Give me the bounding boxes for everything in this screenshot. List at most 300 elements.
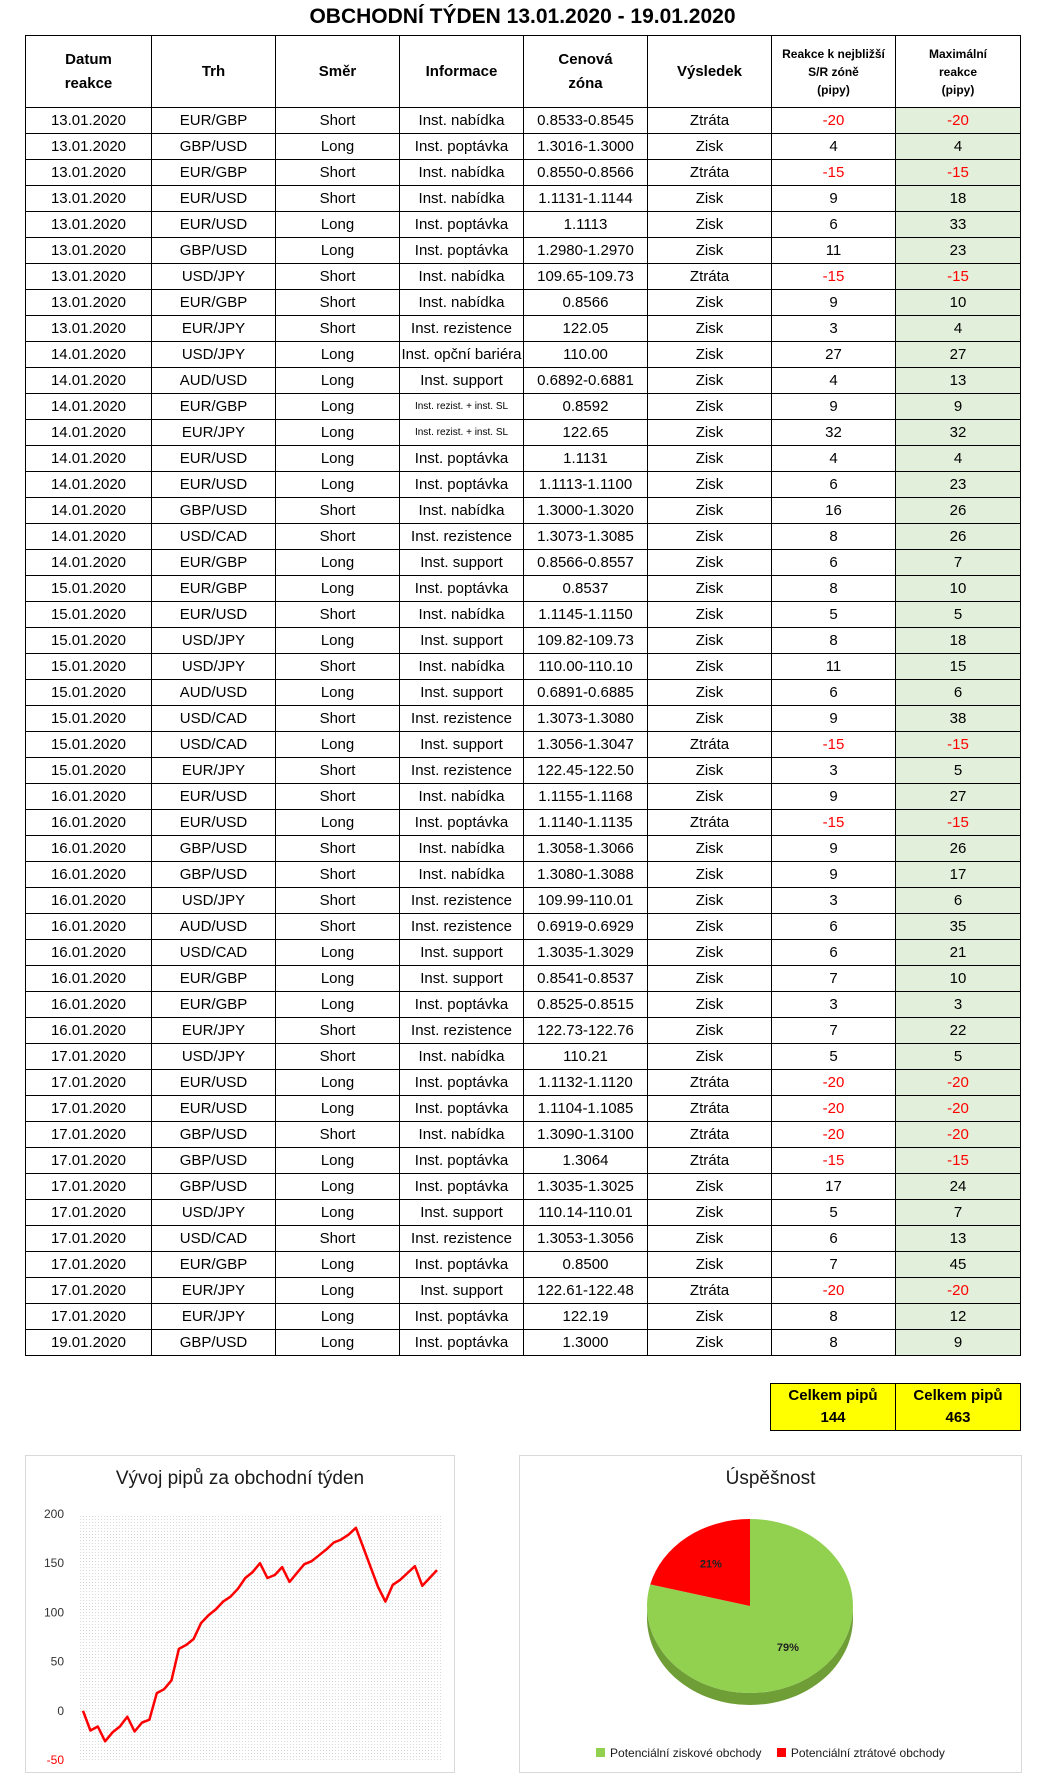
cell-max: 33 [896, 212, 1021, 238]
cell-vysledek: Zisk [648, 836, 772, 862]
cell-smer: Long [276, 940, 400, 966]
cell-informace: Inst. rezistence [400, 524, 524, 550]
cell-max: 5 [896, 1044, 1021, 1070]
cell-zona: 122.05 [524, 316, 648, 342]
cell-vysledek: Zisk [648, 576, 772, 602]
cell-vysledek: Zisk [648, 1226, 772, 1252]
cell-max: 12 [896, 1304, 1021, 1330]
cell-zona: 0.8525-0.8515 [524, 992, 648, 1018]
cell-reakce: 7 [772, 1018, 896, 1044]
header-smer: Směr [276, 36, 400, 108]
cell-max: -20 [896, 1096, 1021, 1122]
cell-smer: Long [276, 1148, 400, 1174]
table-row [26, 186, 1021, 212]
cell-max: -15 [896, 160, 1021, 186]
cell-vysledek: Zisk [648, 706, 772, 732]
cell-informace: Inst. support [400, 680, 524, 706]
cell-vysledek: Zisk [648, 212, 772, 238]
pie-chart-title: Úspěšnost [725, 1468, 816, 1489]
cell-trh: EUR/JPY [152, 1278, 276, 1304]
cell-max: 3 [896, 992, 1021, 1018]
cell-smer: Long [276, 810, 400, 836]
cell-reakce: -15 [772, 732, 896, 758]
cell-zona: 1.3035-1.3029 [524, 940, 648, 966]
cell-vysledek: Ztráta [648, 264, 772, 290]
cell-zona: 0.8550-0.8566 [524, 160, 648, 186]
line-chart-panel [25, 1455, 455, 1773]
cell-vysledek: Zisk [648, 394, 772, 420]
cell-datum: 13.01.2020 [26, 186, 152, 212]
cell-zona: 0.8592 [524, 394, 648, 420]
table-row [26, 1304, 1021, 1330]
cell-reakce: 3 [772, 758, 896, 784]
cell-reakce: 8 [772, 1330, 896, 1356]
header-max-line1: Maximální [928, 46, 988, 61]
cell-vysledek: Zisk [648, 524, 772, 550]
cell-informace: Inst. nabídka [400, 862, 524, 888]
cell-max: -15 [896, 264, 1021, 290]
cell-smer: Short [276, 602, 400, 628]
cell-vysledek: Zisk [648, 914, 772, 940]
cell-datum: 14.01.2020 [26, 394, 152, 420]
cell-reakce: 27 [772, 342, 896, 368]
table-row [26, 1252, 1021, 1278]
cell-datum: 17.01.2020 [26, 1044, 152, 1070]
cell-zona: 0.6919-0.6929 [524, 914, 648, 940]
cell-smer: Short [276, 654, 400, 680]
cell-smer: Short [276, 888, 400, 914]
cell-max: 7 [896, 550, 1021, 576]
table-row [26, 758, 1021, 784]
cell-reakce: -20 [772, 1122, 896, 1148]
table-row [26, 706, 1021, 732]
cell-smer: Short [276, 524, 400, 550]
cell-datum: 16.01.2020 [26, 966, 152, 992]
cell-datum: 17.01.2020 [26, 1304, 152, 1330]
table-row [26, 1226, 1021, 1252]
y-tick-label: 100 [43, 1605, 64, 1620]
table-row [26, 316, 1021, 342]
cell-informace: Inst. nabídka [400, 264, 524, 290]
cell-trh: EUR/USD [152, 1096, 276, 1122]
table-row [26, 654, 1021, 680]
cell-datum: 15.01.2020 [26, 680, 152, 706]
cell-vysledek: Zisk [648, 446, 772, 472]
cell-max: 9 [896, 394, 1021, 420]
cell-zona: 110.00 [524, 342, 648, 368]
cell-informace: Inst. nabídka [400, 498, 524, 524]
cell-reakce: 8 [772, 1304, 896, 1330]
line-chart [26, 1456, 454, 1772]
cell-vysledek: Ztráta [648, 732, 772, 758]
cell-datum: 15.01.2020 [26, 758, 152, 784]
header-datum [26, 36, 152, 108]
cell-smer: Short [276, 706, 400, 732]
cell-smer: Long [276, 1096, 400, 1122]
cell-trh: GBP/USD [152, 836, 276, 862]
cell-informace: Inst. nabídka [400, 784, 524, 810]
cell-vysledek: Zisk [648, 1252, 772, 1278]
cell-trh: GBP/USD [152, 1174, 276, 1200]
table-row [26, 290, 1021, 316]
cell-smer: Long [276, 420, 400, 446]
cell-zona: 0.6891-0.6885 [524, 680, 648, 706]
y-tick-label: 0 [57, 1703, 64, 1718]
cell-max: 4 [896, 316, 1021, 342]
cell-trh: AUD/USD [152, 680, 276, 706]
cell-smer: Short [276, 1122, 400, 1148]
cell-trh: EUR/JPY [152, 1304, 276, 1330]
cell-smer: Short [276, 836, 400, 862]
cell-vysledek: Zisk [648, 680, 772, 706]
cell-trh: EUR/USD [152, 1070, 276, 1096]
header-zona [524, 36, 648, 108]
cell-vysledek: Zisk [648, 602, 772, 628]
header-zona-line1: Cenová [558, 50, 613, 68]
cell-reakce: 6 [772, 940, 896, 966]
cell-max: 32 [896, 420, 1021, 446]
cell-datum: 15.01.2020 [26, 654, 152, 680]
cell-max: 26 [896, 836, 1021, 862]
cell-informace: Inst. support [400, 1278, 524, 1304]
cell-max: -15 [896, 1148, 1021, 1174]
cell-zona: 0.8566 [524, 290, 648, 316]
cell-informace: Inst. rezistence [400, 914, 524, 940]
cell-trh: EUR/JPY [152, 420, 276, 446]
cell-max: -20 [896, 1278, 1021, 1304]
cell-informace: Inst. poptávka [400, 1330, 524, 1356]
cell-informace: Inst. poptávka [400, 576, 524, 602]
legend-item-win [596, 1746, 761, 1760]
cell-vysledek: Ztráta [648, 810, 772, 836]
cell-trh: USD/JPY [152, 1200, 276, 1226]
cell-max: 10 [896, 290, 1021, 316]
cell-max: 26 [896, 524, 1021, 550]
cell-vysledek: Zisk [648, 940, 772, 966]
cell-reakce: -20 [772, 108, 896, 134]
cell-smer: Short [276, 1044, 400, 1070]
cell-trh: EUR/GBP [152, 1252, 276, 1278]
cell-zona: 1.2980-1.2970 [524, 238, 648, 264]
cell-vysledek: Zisk [648, 1174, 772, 1200]
cell-datum: 16.01.2020 [26, 862, 152, 888]
cell-informace: Inst. nabídka [400, 1122, 524, 1148]
cell-trh: EUR/USD [152, 212, 276, 238]
cell-datum: 14.01.2020 [26, 498, 152, 524]
table-row [26, 342, 1021, 368]
cell-reakce: 8 [772, 628, 896, 654]
cell-smer: Long [276, 1330, 400, 1356]
cell-informace: Inst. poptávka [400, 810, 524, 836]
cell-smer: Long [276, 1278, 400, 1304]
cell-informace: Inst. nabídka [400, 160, 524, 186]
plot-area-background [78, 1514, 442, 1760]
cell-vysledek: Zisk [648, 1018, 772, 1044]
table-row [26, 1044, 1021, 1070]
pie-chart-panel [519, 1455, 1022, 1773]
table-row [26, 394, 1021, 420]
cell-informace: Inst. poptávka [400, 472, 524, 498]
cell-max: 22 [896, 1018, 1021, 1044]
table-row [26, 238, 1021, 264]
header-datum-line2: reakce [64, 74, 113, 92]
cell-informace: Inst. support [400, 368, 524, 394]
y-tick-label: 150 [43, 1556, 64, 1571]
table-row [26, 810, 1021, 836]
cell-informace: Inst. poptávka [400, 446, 524, 472]
header-datum-line1: Datum [65, 50, 112, 68]
header-informace: Informace [400, 36, 524, 108]
cell-zona: 1.3073-1.3085 [524, 524, 648, 550]
cell-max: 27 [896, 784, 1021, 810]
cell-informace: Inst. opční bariéra [400, 342, 524, 368]
cell-smer: Short [276, 498, 400, 524]
table-row [26, 420, 1021, 446]
cell-trh: EUR/USD [152, 602, 276, 628]
table-row [26, 524, 1021, 550]
cell-smer: Long [276, 680, 400, 706]
cell-informace: Inst. poptávka [400, 1174, 524, 1200]
cell-datum: 17.01.2020 [26, 1070, 152, 1096]
cell-informace: Inst. rezistence [400, 706, 524, 732]
cell-trh: GBP/USD [152, 498, 276, 524]
cell-datum: 17.01.2020 [26, 1252, 152, 1278]
cell-datum: 15.01.2020 [26, 706, 152, 732]
cell-datum: 17.01.2020 [26, 1174, 152, 1200]
cell-datum: 13.01.2020 [26, 264, 152, 290]
header-max-line2: reakce [938, 64, 978, 79]
cell-datum: 15.01.2020 [26, 576, 152, 602]
cell-informace: Inst. poptávka [400, 1096, 524, 1122]
cell-max: -15 [896, 732, 1021, 758]
cell-max: 23 [896, 238, 1021, 264]
cell-zona: 0.8500 [524, 1252, 648, 1278]
cell-zona: 0.8541-0.8537 [524, 966, 648, 992]
cell-datum: 16.01.2020 [26, 992, 152, 1018]
cell-informace: Inst. nabídka [400, 1044, 524, 1070]
cell-max: -20 [896, 1122, 1021, 1148]
table-row [26, 368, 1021, 394]
table-row [26, 576, 1021, 602]
cell-reakce: 5 [772, 1044, 896, 1070]
cell-datum: 17.01.2020 [26, 1122, 152, 1148]
table-row [26, 680, 1021, 706]
cell-vysledek: Zisk [648, 238, 772, 264]
cell-reakce: 11 [772, 238, 896, 264]
cell-smer: Long [276, 1070, 400, 1096]
table-row [26, 914, 1021, 940]
legend-item-loss [777, 1746, 945, 1760]
table-header-row [26, 36, 1021, 108]
cell-reakce: -20 [772, 1070, 896, 1096]
y-tick-label: 200 [43, 1507, 64, 1521]
table-row [26, 550, 1021, 576]
cell-reakce: -15 [772, 160, 896, 186]
cell-reakce: 9 [772, 186, 896, 212]
cell-informace: Inst. support [400, 940, 524, 966]
y-tick-label: 50 [50, 1654, 64, 1669]
cell-datum: 17.01.2020 [26, 1278, 152, 1304]
cell-trh: USD/CAD [152, 732, 276, 758]
cell-max: 5 [896, 602, 1021, 628]
cell-trh: USD/JPY [152, 264, 276, 290]
total-max-label: Celkem pipů [913, 1387, 1003, 1404]
cell-trh: EUR/JPY [152, 758, 276, 784]
table-row [26, 1070, 1021, 1096]
cell-informace: Inst. poptávka [400, 1070, 524, 1096]
table-row [26, 1096, 1021, 1122]
cell-reakce: 7 [772, 1252, 896, 1278]
cell-vysledek: Zisk [648, 316, 772, 342]
cell-smer: Long [276, 628, 400, 654]
cell-zona: 1.3016-1.3000 [524, 134, 648, 160]
cell-trh: GBP/USD [152, 134, 276, 160]
table-row [26, 1122, 1021, 1148]
cell-reakce: 11 [772, 654, 896, 680]
pie-legend [520, 1746, 1021, 1761]
legend-swatch-loss [777, 1748, 786, 1757]
cell-zona: 1.3000-1.3020 [524, 498, 648, 524]
cell-smer: Long [276, 550, 400, 576]
cell-vysledek: Zisk [648, 420, 772, 446]
legend-label-loss: Potenciální ztrátové obchody [790, 1745, 945, 1760]
cell-zona: 122.19 [524, 1304, 648, 1330]
cell-vysledek: Zisk [648, 1304, 772, 1330]
cell-reakce: 16 [772, 498, 896, 524]
cell-max: 18 [896, 186, 1021, 212]
cell-datum: 13.01.2020 [26, 212, 152, 238]
table-row [26, 472, 1021, 498]
cell-reakce: 6 [772, 212, 896, 238]
cell-max: 5 [896, 758, 1021, 784]
cell-trh: GBP/USD [152, 862, 276, 888]
cell-zona: 1.1104-1.1085 [524, 1096, 648, 1122]
cell-vysledek: Zisk [648, 472, 772, 498]
table-row [26, 862, 1021, 888]
cell-max: -20 [896, 108, 1021, 134]
cell-datum: 17.01.2020 [26, 1096, 152, 1122]
cell-datum: 15.01.2020 [26, 602, 152, 628]
cell-vysledek: Zisk [648, 1044, 772, 1070]
cell-reakce: 9 [772, 862, 896, 888]
cell-trh: USD/JPY [152, 888, 276, 914]
cell-zona: 109.65-109.73 [524, 264, 648, 290]
cell-smer: Long [276, 212, 400, 238]
cell-datum: 15.01.2020 [26, 628, 152, 654]
cell-smer: Short [276, 316, 400, 342]
cell-max: 17 [896, 862, 1021, 888]
table-row [26, 1174, 1021, 1200]
cell-informace: Inst. rezistence [400, 316, 524, 342]
cell-smer: Long [276, 966, 400, 992]
cell-datum: 16.01.2020 [26, 1018, 152, 1044]
cell-smer: Long [276, 576, 400, 602]
cell-informace: Inst. support [400, 1200, 524, 1226]
cell-datum: 13.01.2020 [26, 238, 152, 264]
cell-trh: EUR/USD [152, 186, 276, 212]
header-vysledek: Výsledek [648, 36, 772, 108]
legend-label-win: Potenciální ziskové obchody [610, 1745, 762, 1760]
table-row [26, 966, 1021, 992]
cell-smer: Long [276, 368, 400, 394]
cell-reakce: 3 [772, 888, 896, 914]
cell-reakce: 8 [772, 524, 896, 550]
total-reaction-value: 144 [820, 1409, 846, 1426]
cell-trh: EUR/GBP [152, 550, 276, 576]
cell-trh: USD/CAD [152, 706, 276, 732]
cell-reakce: -15 [772, 810, 896, 836]
cell-zona: 1.3035-1.3025 [524, 1174, 648, 1200]
table-row [26, 134, 1021, 160]
cell-vysledek: Zisk [648, 368, 772, 394]
trades-table-body [26, 108, 1021, 1356]
cell-reakce: 32 [772, 420, 896, 446]
cell-datum: 15.01.2020 [26, 732, 152, 758]
cell-trh: EUR/USD [152, 784, 276, 810]
cell-reakce: 3 [772, 316, 896, 342]
cell-max: 9 [896, 1330, 1021, 1356]
cell-trh: AUD/USD [152, 368, 276, 394]
cell-datum: 13.01.2020 [26, 316, 152, 342]
header-reakce-line3: (pipy) [817, 82, 850, 97]
cell-trh: USD/JPY [152, 654, 276, 680]
cell-datum: 14.01.2020 [26, 550, 152, 576]
cell-max: 4 [896, 134, 1021, 160]
cell-zona: 110.14-110.01 [524, 1200, 648, 1226]
cell-informace: Inst. poptávka [400, 212, 524, 238]
pie-data-label: 79% [776, 1642, 799, 1655]
cell-informace: Inst. nabídka [400, 290, 524, 316]
cell-trh: AUD/USD [152, 914, 276, 940]
cell-reakce: 6 [772, 1226, 896, 1252]
cell-smer: Long [276, 238, 400, 264]
cell-max: -15 [896, 810, 1021, 836]
cell-zona: 0.8537 [524, 576, 648, 602]
cell-zona: 1.3090-1.3100 [524, 1122, 648, 1148]
header-zona-line2: zóna [568, 74, 603, 92]
cell-reakce: 9 [772, 290, 896, 316]
cell-reakce: 9 [772, 836, 896, 862]
cell-zona: 109.99-110.01 [524, 888, 648, 914]
cell-vysledek: Ztráta [648, 1122, 772, 1148]
cell-smer: Long [276, 134, 400, 160]
cell-trh: EUR/JPY [152, 1018, 276, 1044]
cell-zona: 1.1145-1.1150 [524, 602, 648, 628]
cell-vysledek: Ztráta [648, 1070, 772, 1096]
cell-zona: 1.3000 [524, 1330, 648, 1356]
cell-smer: Long [276, 1252, 400, 1278]
cell-reakce: 5 [772, 1200, 896, 1226]
cell-zona: 1.1132-1.1120 [524, 1070, 648, 1096]
table-row [26, 1278, 1021, 1304]
cell-vysledek: Zisk [648, 134, 772, 160]
cell-reakce: 7 [772, 966, 896, 992]
cell-informace: Inst. support [400, 966, 524, 992]
y-tick-label: -50 [46, 1753, 64, 1767]
cell-trh: EUR/USD [152, 472, 276, 498]
table-row [26, 160, 1021, 186]
cell-datum: 13.01.2020 [26, 134, 152, 160]
table-row [26, 888, 1021, 914]
cell-smer: Short [276, 758, 400, 784]
total-reaction-cell [771, 1384, 896, 1431]
cell-vysledek: Zisk [648, 290, 772, 316]
cell-zona: 1.1113 [524, 212, 648, 238]
cell-datum: 17.01.2020 [26, 1148, 152, 1174]
cell-trh: EUR/JPY [152, 316, 276, 342]
cell-zona: 1.3058-1.3066 [524, 836, 648, 862]
cell-vysledek: Zisk [648, 654, 772, 680]
